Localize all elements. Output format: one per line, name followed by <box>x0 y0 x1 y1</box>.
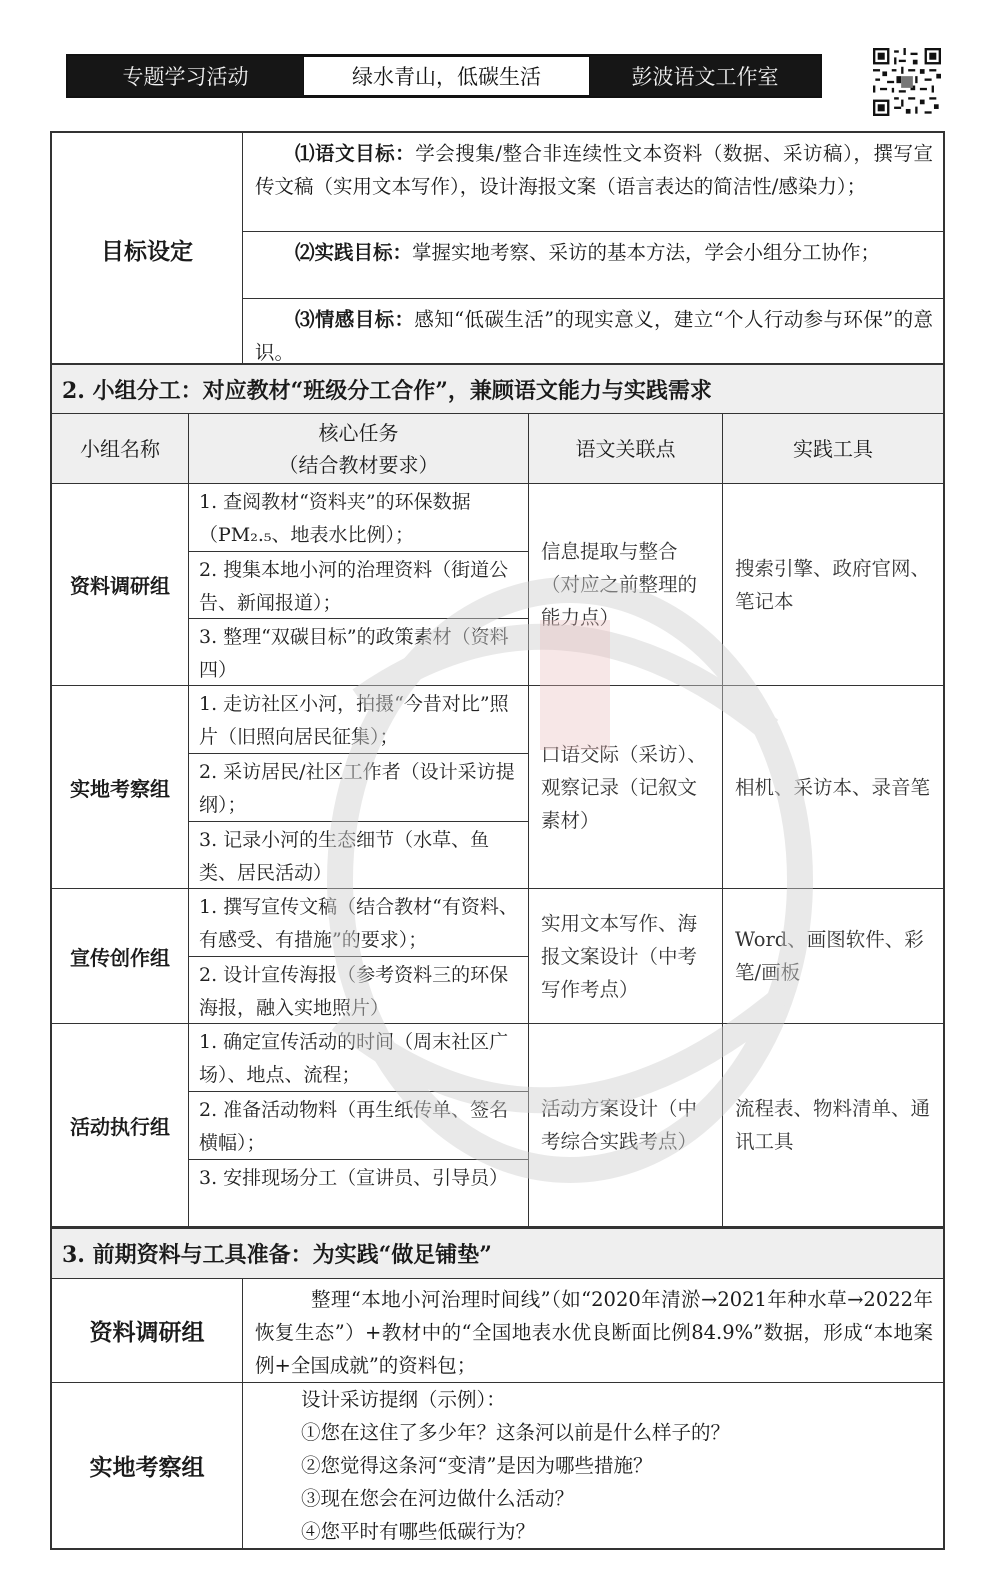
goal-item: ⑴语文目标：学会搜集/整合非连续性文本资料（数据、采访稿），撰写宣传文稿（实用文本写作），设计海报文案（语言表达的简洁性/感染力）； <box>255 142 933 198</box>
column-header: 语文关联点 <box>529 414 722 483</box>
section-title: 2. 小组分工：对应教材“班级分工合作”，兼顾语文能力与实践需求 <box>52 365 943 413</box>
practice-tools: 流程表、物料清单、通讯工具 <box>735 1097 931 1153</box>
task-item: 2. 设计宣传海报（参考资料三的环保海报，融入实地照片） <box>199 964 509 1019</box>
practice-tools: 相机、采访本、录音笔 <box>735 775 931 799</box>
prep-group-name: 实地考察组 <box>89 1454 205 1481</box>
column-header: 实践工具 <box>723 414 943 483</box>
header-title: 绿水青山，低碳生活 <box>303 56 590 96</box>
task-item: 1. 走访社区小河，拍摄“今昔对比”照片（旧照向居民征集）； <box>199 693 509 748</box>
task-item: 2. 采访居民/社区工作者（设计采访提纲）； <box>199 761 515 816</box>
task-item: 1. 查阅教材“资料夹”的环保数据（PM₂.₅、地表水比例）； <box>199 491 471 546</box>
practice-tools: Word、画图软件、彩笔/画板 <box>735 928 924 984</box>
task-item: 3. 记录小河的生态细节（水草、鱼类、居民活动） <box>199 829 490 884</box>
goals-table <box>50 131 945 365</box>
outline-question: ④您平时有哪些低碳行为？ <box>301 1520 536 1543</box>
header-studio: 彭波语文工作室 <box>590 56 820 96</box>
preparation-table <box>50 1228 945 1550</box>
prep-content: 整理“本地小河治理时间线”（如“2020年清淤→2021年种水草→2022年恢复生态”）+教材中的“全国地表水优良断面比例84.9%”数据，形成“本地案例+全国成就”的资料包； <box>255 1288 933 1377</box>
outline-question: ③现在您会在河边做什么活动？ <box>301 1487 575 1510</box>
task-item: 2. 搜集本地小河的治理资料（街道公告、新闻报道）； <box>199 559 509 614</box>
group-name: 宣传创作组 <box>70 945 170 970</box>
prep-group-name: 资料调研组 <box>89 1319 205 1346</box>
goals-label: 目标设定 <box>101 237 193 265</box>
group-name: 活动执行组 <box>70 1114 170 1139</box>
column-header: 小组名称 <box>52 414 188 483</box>
task-item: 2. 准备活动物料（再生纸传单、签名横幅）； <box>199 1099 509 1154</box>
outline-question: ②您觉得这条河“变清”是因为哪些措施？ <box>301 1454 653 1477</box>
task-item: 1. 撰写宣传文稿（结合教材“有资料、有感受、有措施”的要求）； <box>199 896 518 951</box>
outline-question: ①您在这住了多少年？这条河以前是什么样子的？ <box>301 1421 731 1444</box>
header-bar <box>66 54 822 98</box>
chinese-link: 口语交际（采访）、观察记录（记叙文素材） <box>541 742 707 832</box>
task-item: 1. 确定宣传活动的时间（周末社区广场）、地点、流程； <box>199 1031 509 1086</box>
column-header: 核心任务 （结合教材要求） <box>189 414 528 483</box>
group-name: 实地考察组 <box>70 776 170 801</box>
chinese-link: 活动方案设计（中考综合实践考点） <box>541 1097 698 1153</box>
chinese-link: 实用文本写作、海报文案设计（中考写作考点） <box>541 911 698 1001</box>
goal-item: ⑵实践目标：掌握实地考察、采访的基本方法，学会小组分工协作； <box>295 241 881 264</box>
section-title: 3. 前期资料与工具准备：为实践“做足铺垫” <box>52 1229 943 1278</box>
task-item: 3. 整理“双碳目标”的政策素材（资料四） <box>199 626 509 681</box>
interview-outline <box>243 1383 943 1548</box>
goal-item: ⑶情感目标：感知“低碳生活”的现实意义，建立“个人行动参与环保”的意识。 <box>255 308 933 364</box>
group-division-table <box>50 365 945 1228</box>
header-topic: 专题学习活动 <box>68 56 303 96</box>
outline-line: 设计采访提纲（示例）： <box>301 1388 506 1411</box>
group-name: 资料调研组 <box>70 574 170 598</box>
qr-code-icon <box>873 48 941 116</box>
chinese-link: 信息提取与整合（对应之前整理的能力点） <box>541 540 698 629</box>
practice-tools: 搜索引擎、政府官网、笔记本 <box>735 556 931 613</box>
task-item: 3. 安排现场分工（宣讲员、引导员） <box>199 1167 509 1189</box>
